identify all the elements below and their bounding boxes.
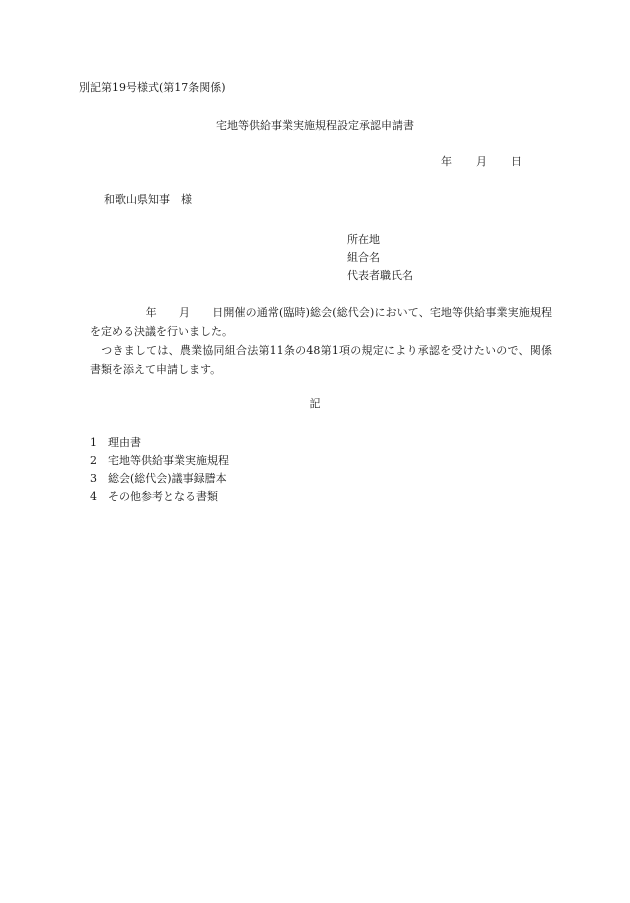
list-item <box>90 434 229 452</box>
attachment-number: 3 <box>90 472 97 485</box>
attachment-text: 理由書 <box>108 436 141 449</box>
document-title: 宅地等供給事業実施規程設定承認申請書 <box>216 119 414 132</box>
body-paragraph-1: 年 月 日開催の通常(臨時)総会(総代会)において、宅地等供給事業実施規程を定める決議を行いました。 <box>90 306 552 338</box>
date-day: 日 <box>511 155 522 168</box>
list-item <box>90 488 229 506</box>
form-label: 別記第19号様式(第17条関係) <box>79 81 226 94</box>
applicant-representative-label: 代表者職氏名 <box>347 269 413 282</box>
applicant-block <box>347 231 413 285</box>
list-item <box>90 452 229 470</box>
attachment-text: 宅地等供給事業実施規程 <box>108 454 229 467</box>
list-item <box>90 470 229 488</box>
date-year: 年 <box>441 155 452 168</box>
attachment-text: 総会(総代会)議事録謄本 <box>108 472 227 485</box>
attachment-number: 2 <box>90 454 97 467</box>
body-paragraph-2: つきましては、農業協同組合法第11条の48第1項の規定により承認を受けたいので、関係書類を添えて申請します。 <box>90 344 552 376</box>
attachment-list <box>90 434 229 506</box>
applicant-association-name-label: 組合名 <box>347 251 380 264</box>
attachment-number: 1 <box>90 436 97 449</box>
date-month: 月 <box>476 155 487 168</box>
addressee: 和歌山県知事 様 <box>104 193 192 206</box>
attachment-number: 4 <box>90 490 97 503</box>
date-line <box>441 156 522 167</box>
ki-heading: 記 <box>309 397 321 410</box>
applicant-location-label: 所在地 <box>347 233 380 246</box>
attachment-text: その他参考となる書類 <box>108 490 218 503</box>
